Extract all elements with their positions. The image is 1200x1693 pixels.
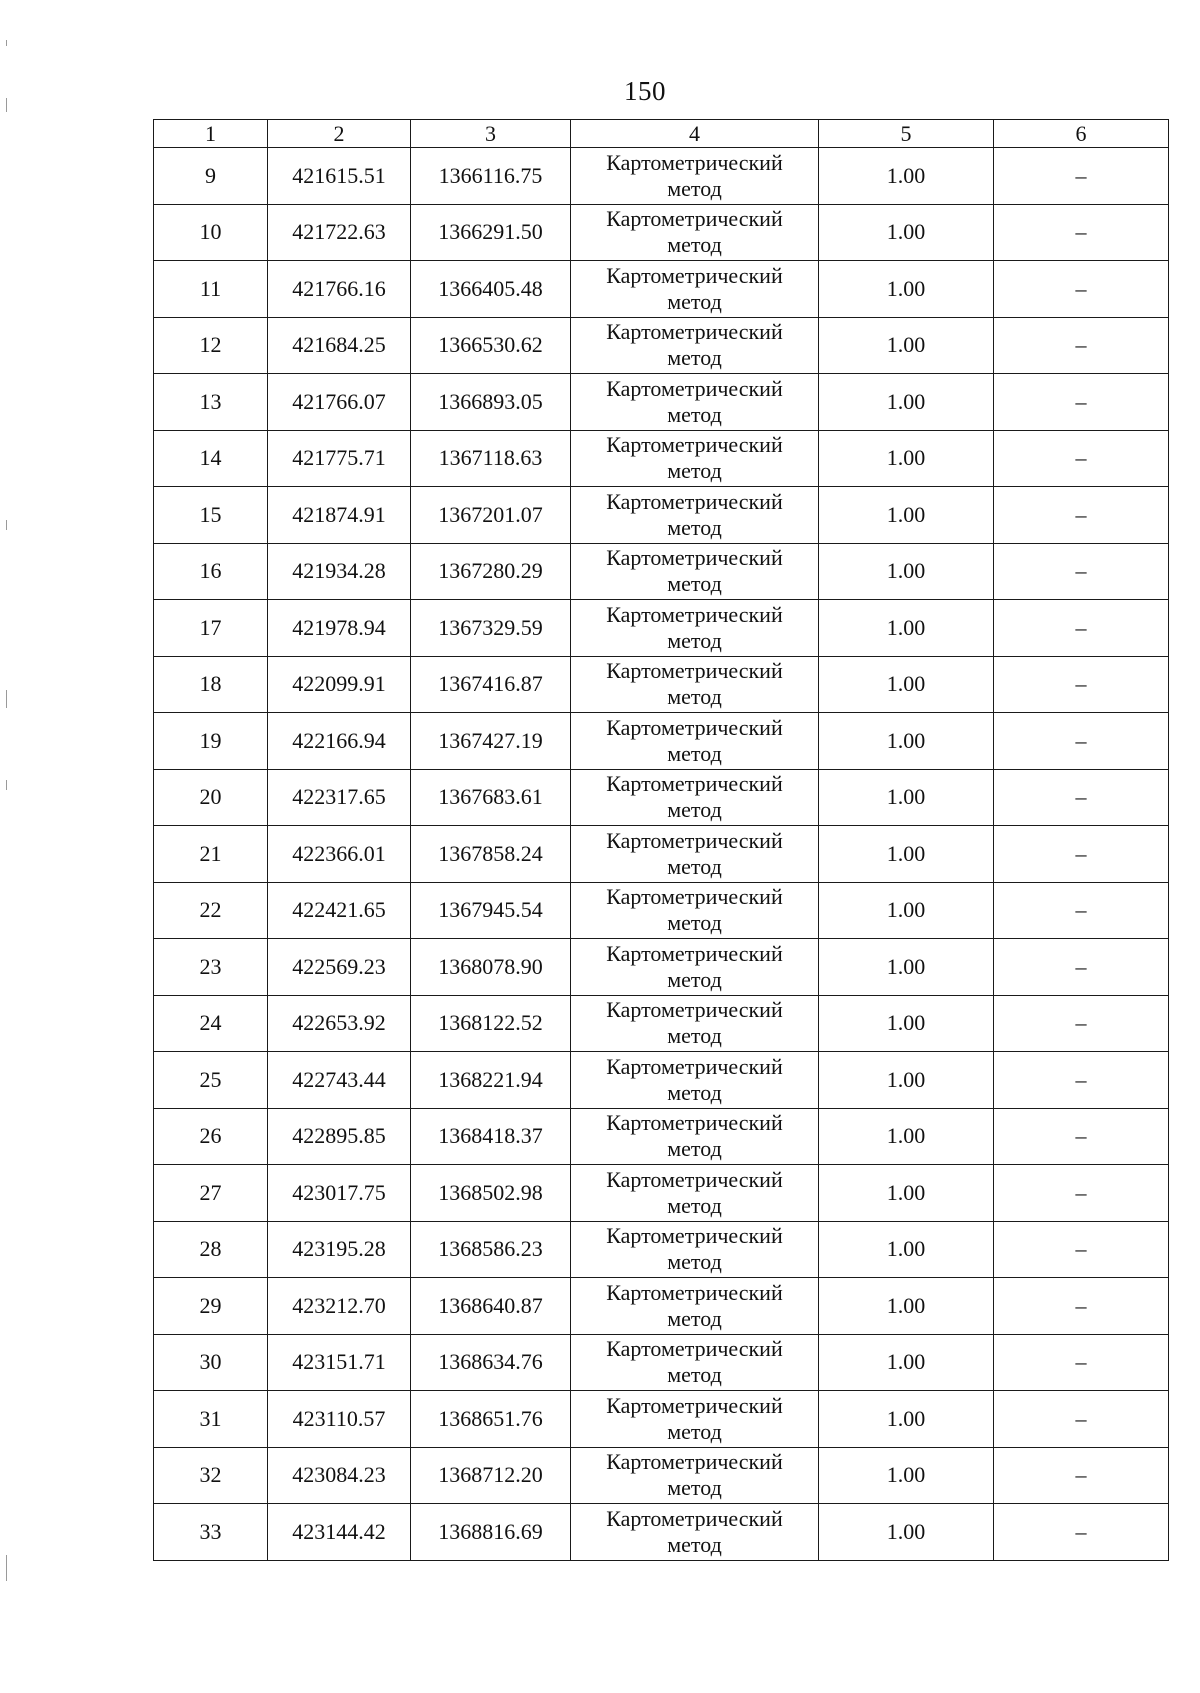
note-cell: – xyxy=(994,1278,1169,1335)
table-row xyxy=(154,1278,1169,1335)
x-coordinate-cell: 423084.23 xyxy=(268,1447,411,1504)
accuracy-cell: 1.00 xyxy=(819,1278,994,1335)
method-cell xyxy=(571,204,819,261)
method-line-1: Картометрический xyxy=(606,545,783,571)
table-row xyxy=(154,1447,1169,1504)
method-line-1: Картометрический xyxy=(606,997,783,1023)
method-line-2: метод xyxy=(667,288,722,314)
method-cell xyxy=(571,1221,819,1278)
x-coordinate-cell: 421766.07 xyxy=(268,374,411,431)
note-cell: – xyxy=(994,826,1169,883)
accuracy-cell: 1.00 xyxy=(819,1052,994,1109)
method-cell xyxy=(571,1447,819,1504)
point-number-cell: 9 xyxy=(154,148,268,205)
x-coordinate-cell: 423017.75 xyxy=(268,1165,411,1222)
method-cell xyxy=(571,543,819,600)
method-cell xyxy=(571,600,819,657)
table-row xyxy=(154,1165,1169,1222)
method-line-2: метод xyxy=(667,1249,722,1275)
method-cell xyxy=(571,882,819,939)
x-coordinate-cell: 421615.51 xyxy=(268,148,411,205)
y-coordinate-cell: 1367858.24 xyxy=(411,826,571,883)
note-cell: – xyxy=(994,939,1169,996)
y-coordinate-cell: 1367945.54 xyxy=(411,882,571,939)
method-cell xyxy=(571,1165,819,1222)
table-row xyxy=(154,543,1169,600)
point-number-cell: 17 xyxy=(154,600,268,657)
method-line-1: Картометрический xyxy=(606,1336,783,1362)
method-line-2: метод xyxy=(667,1418,722,1444)
scan-edge-marks xyxy=(0,0,14,1693)
point-number-cell: 29 xyxy=(154,1278,268,1335)
accuracy-cell: 1.00 xyxy=(819,995,994,1052)
point-number-cell: 33 xyxy=(154,1504,268,1561)
method-cell xyxy=(571,713,819,770)
note-cell: – xyxy=(994,261,1169,318)
method-cell xyxy=(571,374,819,431)
method-line-2: метод xyxy=(667,740,722,766)
x-coordinate-cell: 422166.94 xyxy=(268,713,411,770)
method-cell xyxy=(571,1108,819,1165)
note-cell: – xyxy=(994,1108,1169,1165)
x-coordinate-cell: 422421.65 xyxy=(268,882,411,939)
x-coordinate-cell: 423110.57 xyxy=(268,1391,411,1448)
note-cell: – xyxy=(994,1447,1169,1504)
point-number-cell: 28 xyxy=(154,1221,268,1278)
y-coordinate-cell: 1368651.76 xyxy=(411,1391,571,1448)
point-number-cell: 13 xyxy=(154,374,268,431)
point-number-cell: 24 xyxy=(154,995,268,1052)
method-line-2: метод xyxy=(667,627,722,653)
table-row xyxy=(154,317,1169,374)
method-cell xyxy=(571,430,819,487)
table-row xyxy=(154,769,1169,826)
note-cell: – xyxy=(994,487,1169,544)
point-number-cell: 12 xyxy=(154,317,268,374)
header-cell-4: 4 xyxy=(571,120,819,148)
point-number-cell: 21 xyxy=(154,826,268,883)
method-line-1: Картометрический xyxy=(606,658,783,684)
accuracy-cell: 1.00 xyxy=(819,1447,994,1504)
accuracy-cell: 1.00 xyxy=(819,826,994,883)
point-number-cell: 16 xyxy=(154,543,268,600)
note-cell: – xyxy=(994,148,1169,205)
method-line-2: метод xyxy=(667,1475,722,1501)
method-line-2: метод xyxy=(667,1136,722,1162)
accuracy-cell: 1.00 xyxy=(819,1504,994,1561)
method-line-2: метод xyxy=(667,797,722,823)
point-number-cell: 25 xyxy=(154,1052,268,1109)
x-coordinate-cell: 423212.70 xyxy=(268,1278,411,1335)
note-cell: – xyxy=(994,995,1169,1052)
accuracy-cell: 1.00 xyxy=(819,374,994,431)
note-cell: – xyxy=(994,1165,1169,1222)
accuracy-cell: 1.00 xyxy=(819,261,994,318)
method-cell xyxy=(571,769,819,826)
x-coordinate-cell: 421934.28 xyxy=(268,543,411,600)
accuracy-cell: 1.00 xyxy=(819,148,994,205)
note-cell: – xyxy=(994,656,1169,713)
header-cell-2: 2 xyxy=(268,120,411,148)
coordinates-table xyxy=(153,119,1169,1561)
note-cell: – xyxy=(994,1221,1169,1278)
header-row xyxy=(154,120,1169,148)
y-coordinate-cell: 1366530.62 xyxy=(411,317,571,374)
point-number-cell: 23 xyxy=(154,939,268,996)
note-cell: – xyxy=(994,1334,1169,1391)
method-line-2: метод xyxy=(667,1192,722,1218)
method-line-2: метод xyxy=(667,1023,722,1049)
table-row xyxy=(154,713,1169,770)
header-cell-3: 3 xyxy=(411,120,571,148)
method-line-2: метод xyxy=(667,514,722,540)
method-line-2: метод xyxy=(667,175,722,201)
table-row xyxy=(154,1108,1169,1165)
x-coordinate-cell: 421684.25 xyxy=(268,317,411,374)
x-coordinate-cell: 423195.28 xyxy=(268,1221,411,1278)
point-number-cell: 20 xyxy=(154,769,268,826)
accuracy-cell: 1.00 xyxy=(819,543,994,600)
table-row xyxy=(154,430,1169,487)
method-line-1: Картометрический xyxy=(606,1392,783,1418)
accuracy-cell: 1.00 xyxy=(819,487,994,544)
method-line-1: Картометрический xyxy=(606,714,783,740)
method-cell xyxy=(571,656,819,713)
method-line-1: Картометрический xyxy=(606,1110,783,1136)
header-cell-6: 6 xyxy=(994,120,1169,148)
method-line-1: Картометрический xyxy=(606,1223,783,1249)
x-coordinate-cell: 421775.71 xyxy=(268,430,411,487)
point-number-cell: 32 xyxy=(154,1447,268,1504)
method-line-1: Картометрический xyxy=(606,375,783,401)
note-cell: – xyxy=(994,769,1169,826)
accuracy-cell: 1.00 xyxy=(819,430,994,487)
method-line-2: метод xyxy=(667,401,722,427)
table-body xyxy=(154,148,1169,1561)
method-line-1: Картометрический xyxy=(606,940,783,966)
method-line-1: Картометрический xyxy=(606,149,783,175)
page-number: 150 xyxy=(624,76,666,106)
table-row xyxy=(154,995,1169,1052)
method-line-2: метод xyxy=(667,853,722,879)
method-cell xyxy=(571,826,819,883)
x-coordinate-cell: 421722.63 xyxy=(268,204,411,261)
accuracy-cell: 1.00 xyxy=(819,1165,994,1222)
method-line-1: Картометрический xyxy=(606,488,783,514)
note-cell: – xyxy=(994,600,1169,657)
note-cell: – xyxy=(994,713,1169,770)
accuracy-cell: 1.00 xyxy=(819,600,994,657)
y-coordinate-cell: 1368502.98 xyxy=(411,1165,571,1222)
x-coordinate-cell: 422653.92 xyxy=(268,995,411,1052)
note-cell: – xyxy=(994,317,1169,374)
accuracy-cell: 1.00 xyxy=(819,204,994,261)
table-row xyxy=(154,826,1169,883)
method-line-2: метод xyxy=(667,571,722,597)
y-coordinate-cell: 1368586.23 xyxy=(411,1221,571,1278)
method-line-1: Картометрический xyxy=(606,1053,783,1079)
table-row xyxy=(154,1221,1169,1278)
header-cell-1: 1 xyxy=(154,120,268,148)
table-row xyxy=(154,261,1169,318)
point-number-cell: 26 xyxy=(154,1108,268,1165)
accuracy-cell: 1.00 xyxy=(819,1108,994,1165)
accuracy-cell: 1.00 xyxy=(819,1221,994,1278)
x-coordinate-cell: 421978.94 xyxy=(268,600,411,657)
table-row xyxy=(154,600,1169,657)
method-line-1: Картометрический xyxy=(606,884,783,910)
method-cell xyxy=(571,261,819,318)
method-cell xyxy=(571,939,819,996)
accuracy-cell: 1.00 xyxy=(819,1334,994,1391)
y-coordinate-cell: 1367416.87 xyxy=(411,656,571,713)
y-coordinate-cell: 1368712.20 xyxy=(411,1447,571,1504)
point-number-cell: 15 xyxy=(154,487,268,544)
x-coordinate-cell: 423144.42 xyxy=(268,1504,411,1561)
table-row xyxy=(154,1504,1169,1561)
accuracy-cell: 1.00 xyxy=(819,713,994,770)
table-row xyxy=(154,939,1169,996)
y-coordinate-cell: 1368221.94 xyxy=(411,1052,571,1109)
method-cell xyxy=(571,1334,819,1391)
x-coordinate-cell: 422743.44 xyxy=(268,1052,411,1109)
method-line-2: метод xyxy=(667,910,722,936)
table-row xyxy=(154,1391,1169,1448)
y-coordinate-cell: 1367329.59 xyxy=(411,600,571,657)
method-cell xyxy=(571,148,819,205)
y-coordinate-cell: 1367118.63 xyxy=(411,430,571,487)
note-cell: – xyxy=(994,882,1169,939)
method-line-2: метод xyxy=(667,1362,722,1388)
method-cell xyxy=(571,995,819,1052)
note-cell: – xyxy=(994,1391,1169,1448)
x-coordinate-cell: 422895.85 xyxy=(268,1108,411,1165)
method-line-1: Картометрический xyxy=(606,827,783,853)
accuracy-cell: 1.00 xyxy=(819,769,994,826)
note-cell: – xyxy=(994,430,1169,487)
y-coordinate-cell: 1366291.50 xyxy=(411,204,571,261)
method-line-1: Картометрический xyxy=(606,319,783,345)
y-coordinate-cell: 1367683.61 xyxy=(411,769,571,826)
table-row xyxy=(154,1052,1169,1109)
accuracy-cell: 1.00 xyxy=(819,656,994,713)
x-coordinate-cell: 422569.23 xyxy=(268,939,411,996)
method-line-1: Картометрический xyxy=(606,771,783,797)
y-coordinate-cell: 1368816.69 xyxy=(411,1504,571,1561)
method-line-2: метод xyxy=(667,232,722,258)
y-coordinate-cell: 1367201.07 xyxy=(411,487,571,544)
note-cell: – xyxy=(994,204,1169,261)
method-line-1: Картометрический xyxy=(606,1166,783,1192)
accuracy-cell: 1.00 xyxy=(819,939,994,996)
x-coordinate-cell: 422366.01 xyxy=(268,826,411,883)
note-cell: – xyxy=(994,1052,1169,1109)
y-coordinate-cell: 1366405.48 xyxy=(411,261,571,318)
point-number-cell: 30 xyxy=(154,1334,268,1391)
method-line-1: Картометрический xyxy=(606,1505,783,1531)
point-number-cell: 31 xyxy=(154,1391,268,1448)
method-cell xyxy=(571,1278,819,1335)
method-cell xyxy=(571,1391,819,1448)
method-cell xyxy=(571,1504,819,1561)
table-row xyxy=(154,1334,1169,1391)
y-coordinate-cell: 1366893.05 xyxy=(411,374,571,431)
method-line-1: Картометрический xyxy=(606,432,783,458)
method-cell xyxy=(571,317,819,374)
method-line-1: Картометрический xyxy=(606,1449,783,1475)
point-number-cell: 27 xyxy=(154,1165,268,1222)
note-cell: – xyxy=(994,1504,1169,1561)
method-line-2: метод xyxy=(667,1305,722,1331)
header-cell-5: 5 xyxy=(819,120,994,148)
table-row xyxy=(154,656,1169,713)
point-number-cell: 11 xyxy=(154,261,268,318)
method-line-2: метод xyxy=(667,1531,722,1557)
accuracy-cell: 1.00 xyxy=(819,317,994,374)
y-coordinate-cell: 1367280.29 xyxy=(411,543,571,600)
table-row xyxy=(154,374,1169,431)
method-line-1: Картометрический xyxy=(606,262,783,288)
accuracy-cell: 1.00 xyxy=(819,1391,994,1448)
x-coordinate-cell: 423151.71 xyxy=(268,1334,411,1391)
method-line-2: метод xyxy=(667,966,722,992)
method-cell xyxy=(571,1052,819,1109)
method-line-1: Картометрический xyxy=(606,1279,783,1305)
table-row xyxy=(154,487,1169,544)
note-cell: – xyxy=(994,543,1169,600)
y-coordinate-cell: 1368640.87 xyxy=(411,1278,571,1335)
method-line-1: Картометрический xyxy=(606,206,783,232)
method-line-1: Картометрический xyxy=(606,601,783,627)
point-number-cell: 18 xyxy=(154,656,268,713)
table-row xyxy=(154,882,1169,939)
note-cell: – xyxy=(994,374,1169,431)
point-number-cell: 19 xyxy=(154,713,268,770)
method-cell xyxy=(571,487,819,544)
y-coordinate-cell: 1368078.90 xyxy=(411,939,571,996)
x-coordinate-cell: 421874.91 xyxy=(268,487,411,544)
x-coordinate-cell: 422317.65 xyxy=(268,769,411,826)
method-line-2: метод xyxy=(667,345,722,371)
y-coordinate-cell: 1368418.37 xyxy=(411,1108,571,1165)
y-coordinate-cell: 1366116.75 xyxy=(411,148,571,205)
y-coordinate-cell: 1368634.76 xyxy=(411,1334,571,1391)
y-coordinate-cell: 1368122.52 xyxy=(411,995,571,1052)
method-line-2: метод xyxy=(667,458,722,484)
table-row xyxy=(154,148,1169,205)
point-number-cell: 10 xyxy=(154,204,268,261)
x-coordinate-cell: 422099.91 xyxy=(268,656,411,713)
table-row xyxy=(154,204,1169,261)
method-line-2: метод xyxy=(667,684,722,710)
y-coordinate-cell: 1367427.19 xyxy=(411,713,571,770)
point-number-cell: 14 xyxy=(154,430,268,487)
method-line-2: метод xyxy=(667,1079,722,1105)
point-number-cell: 22 xyxy=(154,882,268,939)
accuracy-cell: 1.00 xyxy=(819,882,994,939)
x-coordinate-cell: 421766.16 xyxy=(268,261,411,318)
